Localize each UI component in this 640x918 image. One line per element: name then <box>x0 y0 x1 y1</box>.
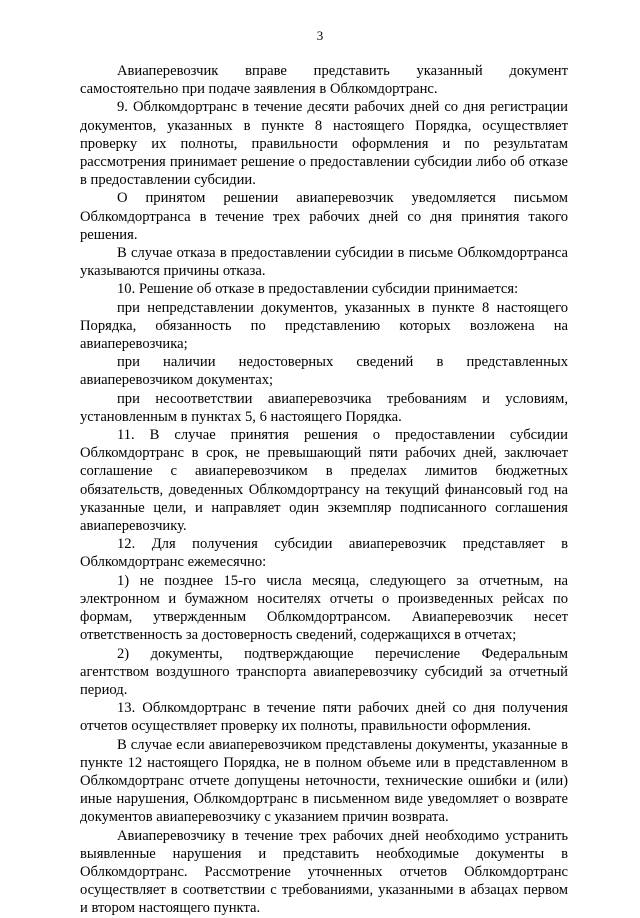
document-body <box>80 62 568 918</box>
paragraph: при непредставлении документов, указанных в пункте 8 настоящего Порядка, обязанность по представлению которых возложена на авиаперевозчика; <box>80 299 568 353</box>
page-number: 3 <box>316 28 324 43</box>
paragraph: О принятом решении авиаперевозчик уведомляется письмом Облкомдортранса в течение трех рабочих дней со дня принятия такого решения. <box>80 190 568 243</box>
paragraph: Авиаперевозчик вправе представить указанный документ самостоятельно при подаче заявления в Облкомдортранс. <box>80 63 568 98</box>
paragraph: В случае отказа в предоставлении субсидии в письме Облкомдортранса указываются причины отказа. <box>80 245 568 280</box>
paragraph: 9. Облкомдортранс в течение десяти рабочих дней со дня регистрации документов, указанных в пункте 8 настоящего Порядка, осуществляет проверку их полноты, правильности оформления и по результатам рассмотрения принимает решение о предоставлении субсидии либо об отказе в предоставлении субсидии. <box>80 99 568 189</box>
paragraph: 13. Облкомдортранс в течение пяти рабочих дней со дня получения отчетов осуществляет проверку их полноты, правильности оформления. <box>80 700 568 735</box>
paragraph: Авиаперевозчику в течение трех рабочих дней необходимо устранить выявленные нарушения и представить необходимые документы в Облкомдортранс. Рассмотрение уточненных отчетов Облкомдортранс осуществляет в соответствии с требованиями, указанными в абзацах первом и втором настоящего пункта. <box>80 827 568 917</box>
paragraph: 1) не позднее 15-го числа месяца, следующего за отчетным, на электронном и бумажном носителях отчеты о произведенных рейсах по формам, утвержденным Облкомдортрансом. Авиаперевозчик несет ответственность за достоверность сведений, содержащихся в отчетах; <box>80 572 568 644</box>
paragraph: при несоответствии авиаперевозчика требованиям и условиям, установленным в пунктах 5, 6 настоящего Порядка. <box>80 390 568 425</box>
paragraph: 12. Для получения субсидии авиаперевозчик представляет в Облкомдортранс ежемесячно: <box>80 536 568 571</box>
paragraph: 11. В случае принятия решения о предоставлении субсидии Облкомдортранс в срок, не превышающий пяти рабочих дней, заключает соглашение с авиаперевозчиком в пределах лимитов бюджетных обязательств, доведенных Облкомдортрансу на текущий финансовый год на указанные цели, и направляет один экземпляр подписанного соглашения авиаперевозчику. <box>80 427 568 535</box>
paragraph: при наличии недостоверных сведений в представленных авиаперевозчиком документах; <box>80 354 568 389</box>
paragraph: В случае если авиаперевозчиком представлены документы, указанные в пункте 12 настоящего Порядка, не в полном объеме или в представленном в Облкомдортранс отчете допущены неточности, технические ошибки и (или) иные нарушения, Облкомдортранс в письменном виде уведомляет о возврате документов авиаперевозчику с указанием причин возврата. <box>80 736 568 826</box>
paragraph: 10. Решение об отказе в предоставлении субсидии принимается: <box>117 281 519 298</box>
paragraph: 2) документы, подтверждающие перечисление Федеральным агентством воздушного транспорта авиаперевозчику субсидий за отчетный период. <box>80 645 568 698</box>
